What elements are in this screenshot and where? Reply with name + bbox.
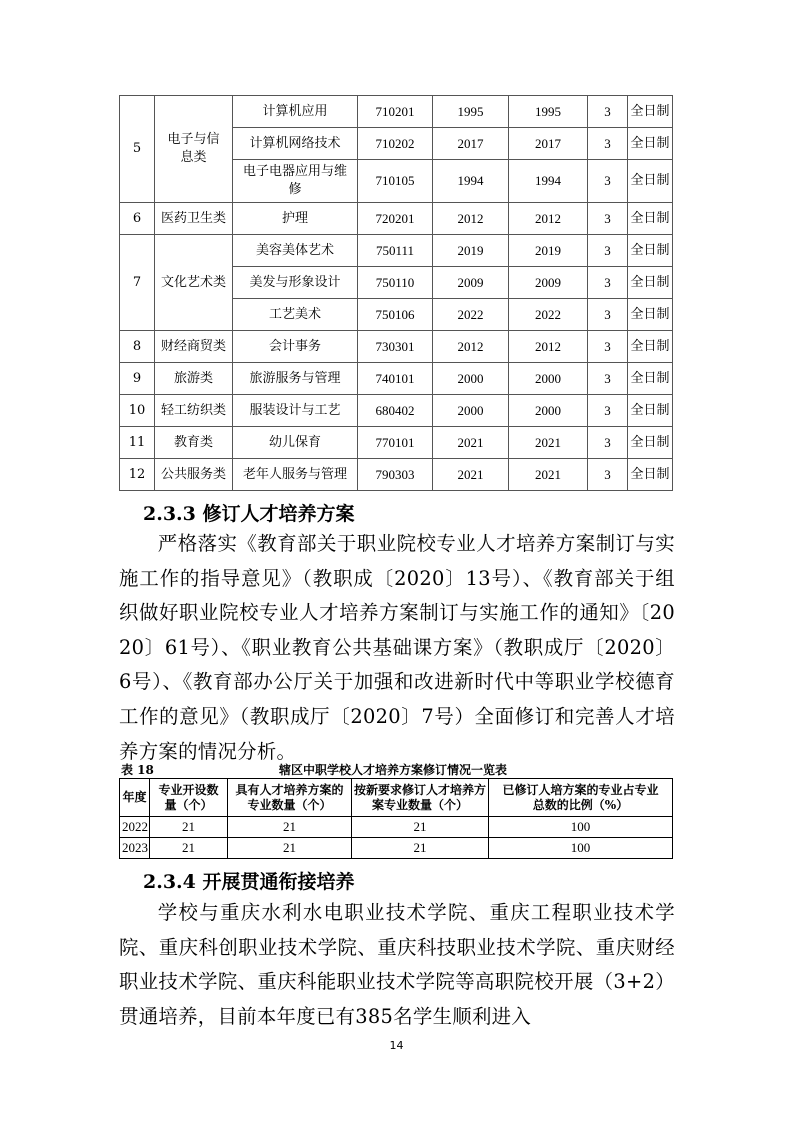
value-cell: 21: [352, 838, 489, 859]
study-years-cell: 3: [588, 267, 628, 299]
table-row: [120, 203, 673, 235]
major-code-cell: 710201: [358, 96, 433, 128]
start-year-cell: 2022: [433, 299, 509, 331]
start-year-cell: 2019: [433, 235, 509, 267]
major-name-cell: 老年人服务与管理: [233, 459, 358, 491]
study-mode-cell: 全日制: [628, 96, 673, 128]
table-row: [120, 817, 673, 838]
group-no-cell: 10: [120, 395, 155, 427]
table-label: 表 18: [121, 763, 154, 777]
study-years-cell: 3: [588, 427, 628, 459]
major-name-cell: 服装设计与工艺: [233, 395, 358, 427]
start-year-cell: 2012: [433, 203, 509, 235]
record-year-cell: 2009: [509, 267, 588, 299]
study-years-cell: 3: [588, 363, 628, 395]
study-mode-cell: 全日制: [628, 235, 673, 267]
major-code-cell: 740101: [358, 363, 433, 395]
category-cell: 教育类: [155, 427, 233, 459]
study-years-cell: 3: [588, 96, 628, 128]
major-name-cell: 会计事务: [233, 331, 358, 363]
table-title: 辖区中职学校人才培养方案修订情况一览表: [279, 763, 508, 777]
start-year-cell: 2017: [433, 128, 509, 160]
major-code-cell: 790303: [358, 459, 433, 491]
major-code-cell: 750110: [358, 267, 433, 299]
value-cell: 21: [228, 838, 352, 859]
value-cell: 21: [352, 817, 489, 838]
table-header-row: [120, 779, 673, 817]
study-mode-cell: 全日制: [628, 128, 673, 160]
table-row: [120, 331, 673, 363]
category-cell: 旅游类: [155, 363, 233, 395]
revision-table: [119, 778, 673, 859]
year-cell: 2022: [120, 817, 150, 838]
header-year: 年度: [120, 779, 150, 817]
study-years-cell: 3: [588, 331, 628, 363]
study-mode-cell: 全日制: [628, 299, 673, 331]
section-paragraph-2-3-3: 严格落实《教育部关于职业院校专业人才培养方案制订与实施工作的指导意见》（教职成〔2020〕13号）、《教育部关于组织做好职业院校专业人才培养方案制订与实施工作的通知》〔2020〕61号）、《职业教育公共基础课方案》（教职成厅〔2020〕6号）、《教育部办公厅关于加强和改进新时代中等职业学校德育工作的意见》（教职成厅〔2020〕7号）全面修订和完善人才培养方案的情况分析。: [119, 532, 675, 763]
table-row: [120, 363, 673, 395]
record-year-cell: 2022: [509, 299, 588, 331]
start-year-cell: 2009: [433, 267, 509, 299]
start-year-cell: 2000: [433, 363, 509, 395]
start-year-cell: 2021: [433, 427, 509, 459]
study-mode-cell: 全日制: [628, 267, 673, 299]
start-year-cell: 2012: [433, 331, 509, 363]
category-cell: 文化艺术类: [155, 235, 233, 331]
group-no-cell: 11: [120, 427, 155, 459]
header-revised-ratio: 已修订人培方案的专业占专业总数的比例（%）: [489, 779, 673, 817]
page-number: 14: [389, 1039, 404, 1052]
study-mode-cell: 全日制: [628, 459, 673, 491]
group-no-cell: 6: [120, 203, 155, 235]
major-code-cell: 710105: [358, 160, 433, 203]
major-code-cell: 720201: [358, 203, 433, 235]
start-year-cell: 2000: [433, 395, 509, 427]
category-cell: 轻工纺织类: [155, 395, 233, 427]
start-year-cell: 1994: [433, 160, 509, 203]
majors-table: [119, 95, 673, 491]
major-code-cell: 730301: [358, 331, 433, 363]
group-no-cell: 9: [120, 363, 155, 395]
study-years-cell: 3: [588, 395, 628, 427]
major-name-cell: 旅游服务与管理: [233, 363, 358, 395]
major-name-cell: 美容美体艺术: [233, 235, 358, 267]
record-year-cell: 2017: [509, 128, 588, 160]
record-year-cell: 2000: [509, 363, 588, 395]
group-no-cell: 8: [120, 331, 155, 363]
major-code-cell: 710202: [358, 128, 433, 160]
study-mode-cell: 全日制: [628, 203, 673, 235]
category-cell: 公共服务类: [155, 459, 233, 491]
section-heading-2-3-4: 2.3.4 开展贯通衔接培养: [143, 871, 355, 893]
header-majors-with-plan: 具有人才培养方案的专业数量（个）: [228, 779, 352, 817]
start-year-cell: 1995: [433, 96, 509, 128]
record-year-cell: 2012: [509, 331, 588, 363]
record-year-cell: 2021: [509, 427, 588, 459]
category-cell: 电子与信息类: [155, 96, 233, 203]
study-years-cell: 3: [588, 160, 628, 203]
record-year-cell: 2019: [509, 235, 588, 267]
record-year-cell: 1995: [509, 96, 588, 128]
year-cell: 2023: [120, 838, 150, 859]
table-row: [120, 395, 673, 427]
header-majors-revised: 按新要求修订人才培养方案专业数量（个）: [352, 779, 489, 817]
study-mode-cell: 全日制: [628, 363, 673, 395]
category-cell: 财经商贸类: [155, 331, 233, 363]
value-cell: 100: [489, 817, 673, 838]
value-cell: 100: [489, 838, 673, 859]
major-code-cell: 680402: [358, 395, 433, 427]
record-year-cell: 2021: [509, 459, 588, 491]
section-paragraph-2-3-4: 学校与重庆水利水电职业技术学院、重庆工程职业技术学院、重庆科创职业技术学院、重庆科技职业技术学院、重庆财经职业技术学院、重庆科能职业技术学院等高职院校开展（3+2）贯通培养，目前本年度已有385名学生顺利进入: [119, 901, 675, 1028]
study-mode-cell: 全日制: [628, 331, 673, 363]
value-cell: 21: [150, 817, 228, 838]
major-code-cell: 750111: [358, 235, 433, 267]
table-row: [120, 838, 673, 859]
major-name-cell: 电子电器应用与维修: [233, 160, 358, 203]
group-no-cell: 5: [120, 96, 155, 203]
study-years-cell: 3: [588, 203, 628, 235]
record-year-cell: 2000: [509, 395, 588, 427]
study-mode-cell: 全日制: [628, 427, 673, 459]
category-cell: 医药卫生类: [155, 203, 233, 235]
study-years-cell: 3: [588, 459, 628, 491]
start-year-cell: 2021: [433, 459, 509, 491]
major-name-cell: 幼儿保育: [233, 427, 358, 459]
table-row: [120, 96, 673, 128]
section-heading-2-3-3: 2.3.3 修订人才培养方案: [143, 503, 355, 525]
major-name-cell: 护理: [233, 203, 358, 235]
major-name-cell: 美发与形象设计: [233, 267, 358, 299]
table-row: [120, 235, 673, 267]
group-no-cell: 7: [120, 235, 155, 331]
major-code-cell: 750106: [358, 299, 433, 331]
major-name-cell: 计算机网络技术: [233, 128, 358, 160]
major-name-cell: 计算机应用: [233, 96, 358, 128]
record-year-cell: 1994: [509, 160, 588, 203]
study-mode-cell: 全日制: [628, 160, 673, 203]
study-years-cell: 3: [588, 235, 628, 267]
major-name-cell: 工艺美术: [233, 299, 358, 331]
study-years-cell: 3: [588, 128, 628, 160]
study-mode-cell: 全日制: [628, 395, 673, 427]
table-row: [120, 427, 673, 459]
value-cell: 21: [228, 817, 352, 838]
header-majors-offered: 专业开设数量（个）: [150, 779, 228, 817]
record-year-cell: 2012: [509, 203, 588, 235]
table-row: [120, 459, 673, 491]
group-no-cell: 12: [120, 459, 155, 491]
study-years-cell: 3: [588, 299, 628, 331]
major-code-cell: 770101: [358, 427, 433, 459]
value-cell: 21: [150, 838, 228, 859]
